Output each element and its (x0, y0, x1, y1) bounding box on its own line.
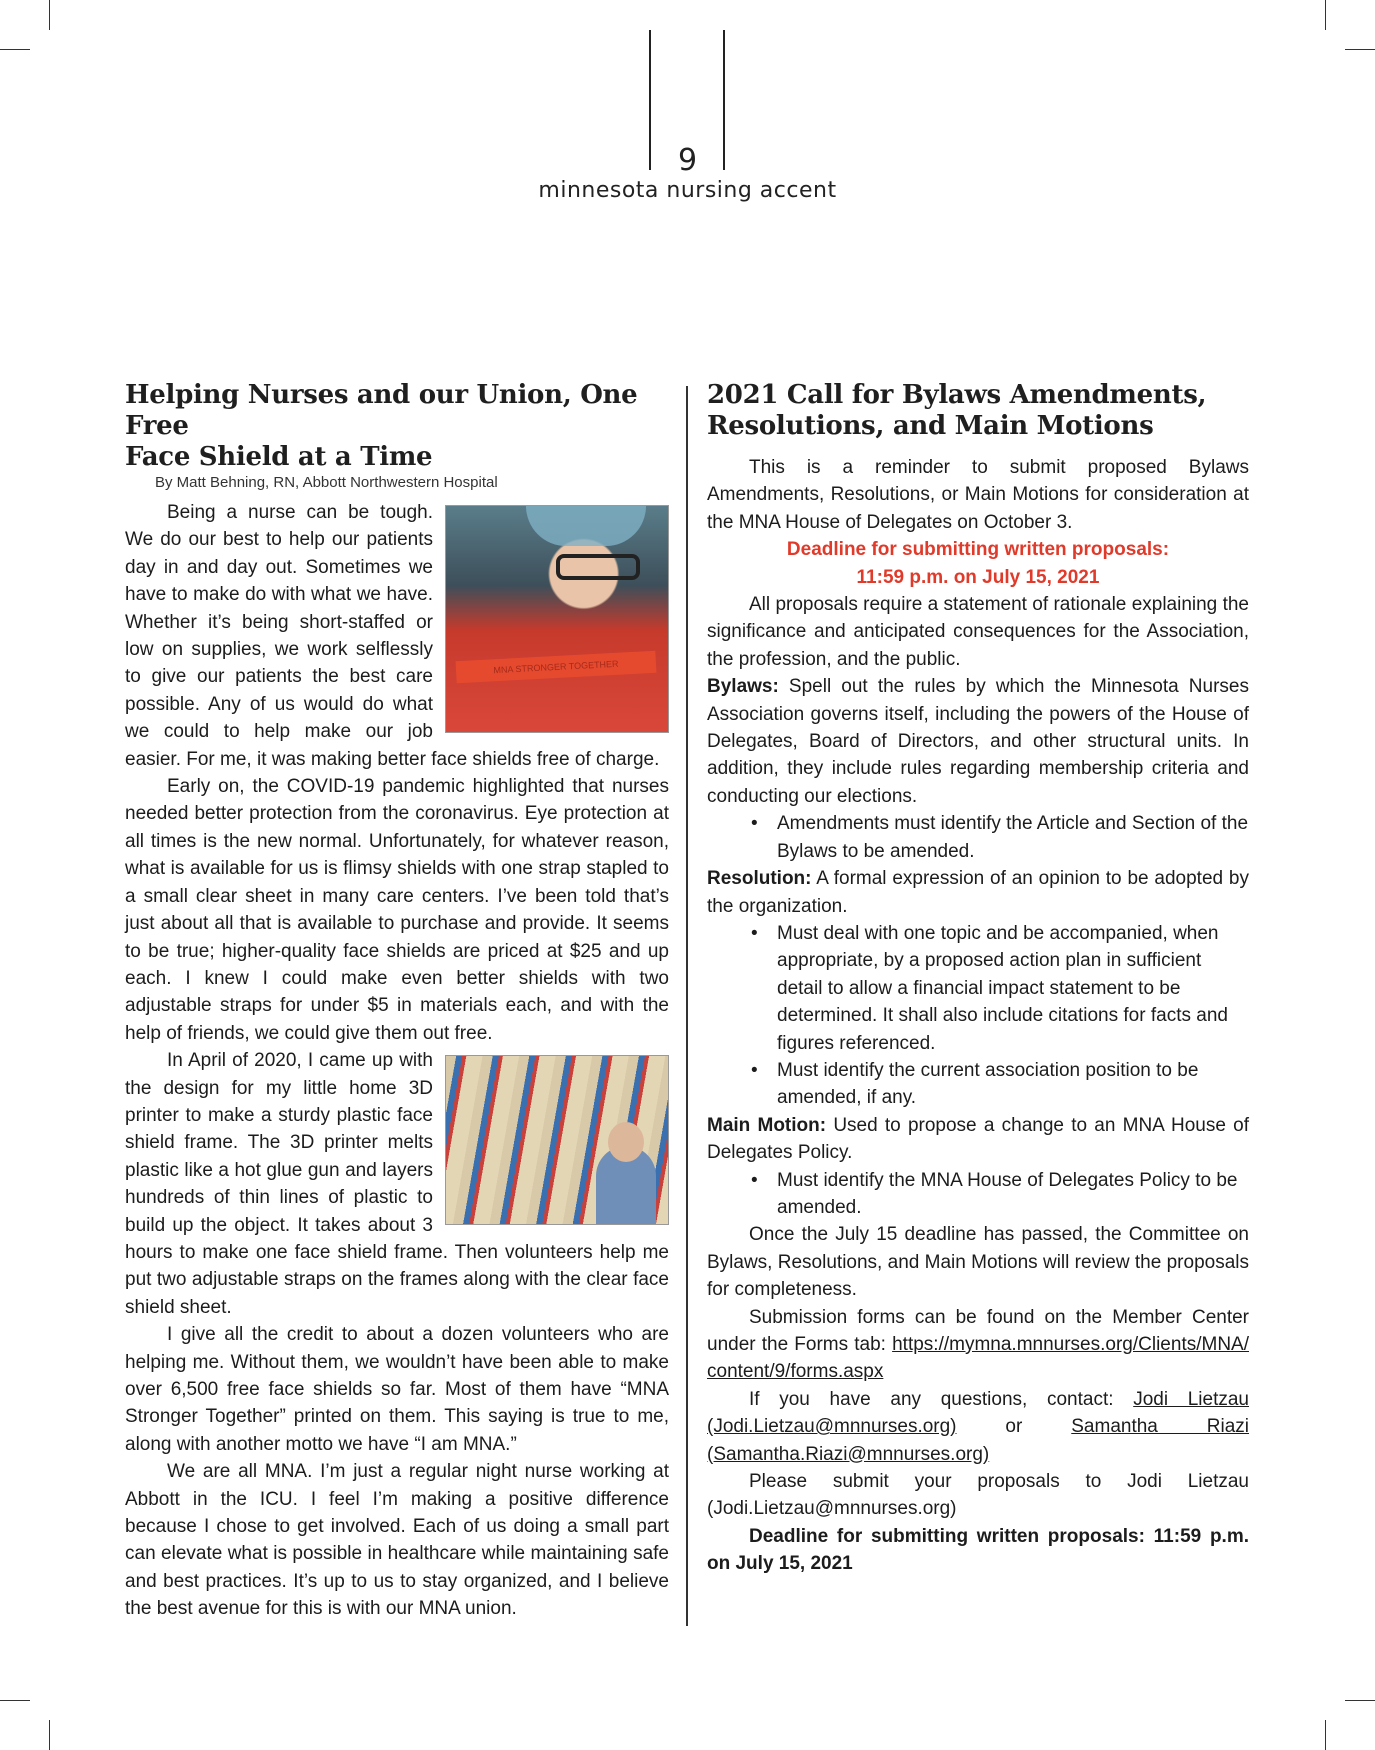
bylaws-title (707, 380, 1249, 442)
deadline-red-line2: 11:59 p.m. on July 15, 2021 (856, 566, 1100, 588)
photo-strap-shape: MNA STRONGER TOGETHER (456, 651, 657, 683)
crop-mark-tr-v (1325, 0, 1326, 30)
nurse-holding-strap-photo (445, 505, 669, 733)
article-paragraph-1: Being a nurse can be tough. We do our best to help our patients day in and day out. Sometimes we have to make do with what we have. Whether it’s being short-staffed or low on supplies, we work selflessly to give our patients the best care possible. Any of us would do what we could to help make our job easier. For me, it was making better face shields free of charge. (125, 502, 660, 770)
bylaws-title-line1: 2021 Call for Bylaws Amendments, (707, 380, 1207, 410)
main-motion-paragraph (707, 1112, 1249, 1167)
contact-jodi-link[interactable]: Jodi Lietzau (Jodi.Lietzau@mnnurses.org) (707, 1388, 1249, 1438)
article-paragraph-3: In April of 2020, I came up with the design for my little home 3D printer to make a sturdy plastic face shield frame. The 3D printer melts plastic like a hot glue gun and layers hundreds of thin lines of plastic to build up the object. It takes about 3 hours to make one face shield frame. Then volunteers help me put two adjustable straps on the frames along with the clear face shield sheet. (125, 1050, 669, 1318)
article-title-line2: Face Shield at a Time (125, 442, 433, 472)
article-title-line1: Helping Nurses and our Union, One Free (125, 380, 638, 441)
page-number: 9 (677, 143, 698, 178)
list-item: • Must identify the MNA House of Delegates Policy to be amended. (777, 1167, 1249, 1222)
crop-mark-br-v (1325, 1720, 1326, 1750)
left-article (125, 380, 669, 1623)
main-motion-label: Main Motion: (707, 1114, 827, 1136)
article-paragraph-4: I give all the credit to about a dozen volunteers who are helping me. Without them, we wouldn’t have been able to make over 6,500 free face shields so far. Most of them have “MNA Stronger Together” printed on them. This saying is true to me, along with another motto we have “I am MNA.” (125, 1324, 669, 1455)
article-byline: By Matt Behning, RN, Abbott Northwestern Hospital (155, 474, 498, 491)
resolution-bullets (707, 920, 1249, 1112)
bylaws-text: Spell out the rules by which the Minnesota Nurses Association governs itself, including the powers of the House of Delegates, Board of Directors, and other structural units. In addition, they include rules regarding membership criteria and conducting our elections. (707, 676, 1249, 807)
contact-paragraph (707, 1386, 1249, 1468)
publication-name: minnesota nursing accent (538, 178, 837, 203)
bylaws-title-line2: Resolutions, and Main Motions (707, 411, 1154, 441)
list-item: • Must identify the current association position to be amended, if any. (777, 1057, 1249, 1112)
main-motion-text: Used to propose a change to an MNA House of Delegates Policy. (707, 1114, 1249, 1164)
forms-link[interactable]: https://mymna.mnnurses.org/Clients/MNA/content/9/forms.aspx (707, 1334, 1249, 1383)
right-article (707, 380, 1249, 1578)
article-paragraph-5: We are all MNA. I’m just a regular night nurse working at Abbott in the ICU. I feel I’m making a positive difference because I chose to get involved. Each of us doing a small part can elevate what is possible in healthcare while maintaining safe and best practices. It’s up to us to stay organized, and I believe the best avenue for this is with our MNA union. (125, 1461, 669, 1620)
photo-face-shape (608, 1122, 644, 1162)
resolution-paragraph (707, 865, 1249, 920)
bylaws-bullets (707, 810, 1249, 865)
article-title (125, 380, 669, 473)
forms-paragraph (707, 1304, 1249, 1386)
submit-paragraph: Please submit your proposals to Jodi Lietzau (Jodi.Lietzau@mnnurses.org) (707, 1471, 1249, 1520)
contact-or: or (956, 1416, 1072, 1438)
photo-glasses-shape (556, 554, 640, 580)
contact-samantha-link[interactable]: Samantha Riazi (Samantha.Riazi@mnnurses.org) (707, 1416, 1250, 1465)
main-motion-bullets (707, 1167, 1249, 1222)
resolution-label: Resolution: (707, 868, 812, 890)
bylaws-label: Bylaws: (707, 676, 779, 698)
crop-mark-tl-v (49, 0, 50, 30)
list-item: • Must deal with one topic and be accompanied, when appropriate, by a proposed action plan in sufficient detail to allow a financial impact statement to be determined. It shall also include citations for facts and figures referenced. (777, 920, 1249, 1057)
bylaws-paragraph (707, 673, 1249, 810)
crop-mark-br-h (1345, 1700, 1375, 1701)
resolution-text: A formal expression of an opinion to be adopted by the organization. (707, 868, 1249, 917)
review-paragraph: Once the July 15 deadline has passed, the Committee on Bylaws, Resolutions, and Main Motions will review the proposals for completeness. (707, 1224, 1249, 1301)
photo-cap-shape (526, 506, 646, 546)
list-item: • Amendments must identify the Article and Section of the Bylaws to be amended. (777, 810, 1249, 865)
deadline-red-line1: Deadline for submitting written proposals: (786, 539, 1170, 561)
contact-text: If you have any questions, contact: (749, 1388, 1134, 1410)
crop-mark-tr-h (1345, 49, 1375, 50)
intro-paragraph: This is a reminder to submit proposed Bylaws Amendments, Resolutions, or Main Motions for consideration at the MNA House of Delegates on October 3. (707, 457, 1249, 533)
forms-text: Submission forms can be found on the Member Center under the Forms tab: (707, 1306, 1249, 1355)
face-shield-frames-photo (445, 1055, 669, 1225)
column-divider (686, 386, 688, 1626)
crop-mark-tl-h (0, 49, 30, 50)
crop-mark-bl-h (0, 1700, 30, 1701)
rationale-paragraph: All proposals require a statement of rationale explaining the significance and anticipated consequences for the Association, the profession, and the public. (707, 594, 1249, 670)
article-paragraph-2: Early on, the COVID-19 pandemic highlighted that nurses needed better protection from the coronavirus. Eye protection at all times is the new normal. Unfortunately, for whatever reason, what is available for us is flimsy shields with one strap stapled to a small clear sheet in many care centers. I’ve been told that’s just about all that is available to purchase and provide. It seems to be true; higher-quality face shields are priced at $25 and up each. I knew I could make even better shields with two adjustable straps for under $5 in materials each, and with the help of friends, we could give them out free. (125, 776, 669, 1044)
crop-mark-bl-v (49, 1720, 50, 1750)
deadline-bold-paragraph: Deadline for submitting written proposals: 11:59 p.m. on July 15, 2021 (707, 1525, 1249, 1575)
